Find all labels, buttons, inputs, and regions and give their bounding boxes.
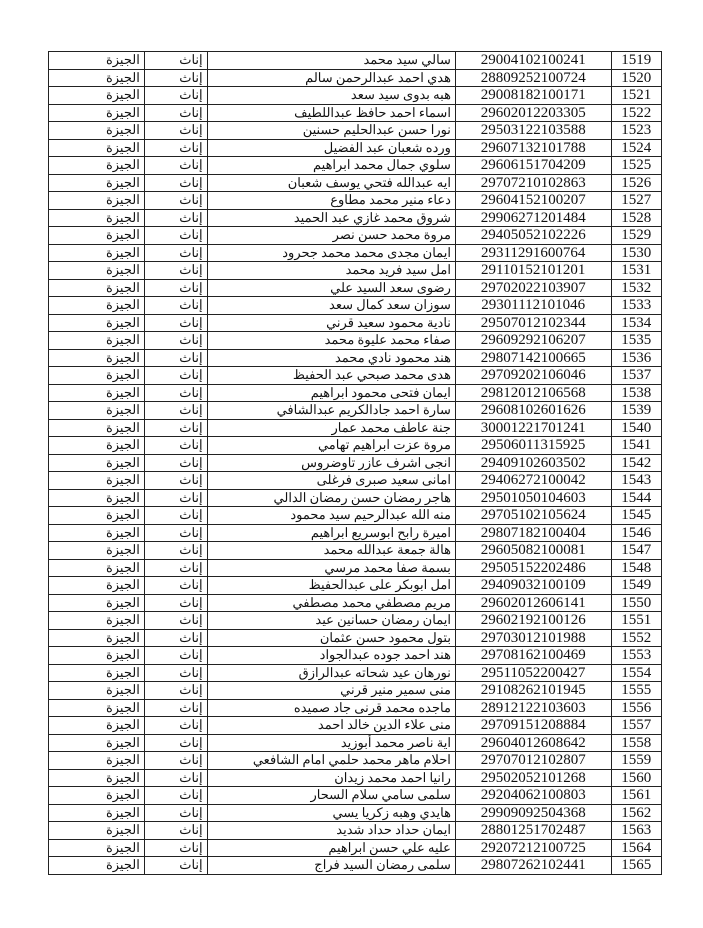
serial-number-cell: 1527: [611, 192, 662, 210]
governorate-cell: الجيزة: [49, 139, 145, 157]
serial-number-cell: 1550: [611, 594, 662, 612]
gender-cell: إناث: [144, 384, 207, 402]
name-cell: هالة جمعة عبدالله محمد: [207, 542, 455, 560]
governorate-cell: الجيزة: [49, 402, 145, 420]
governorate-cell: الجيزة: [49, 87, 145, 105]
serial-number-cell: 1522: [611, 104, 662, 122]
table-row: [49, 542, 662, 560]
serial-number-cell: 1559: [611, 752, 662, 770]
gender-cell: إناث: [144, 577, 207, 595]
national-id-cell: 29909092504368: [455, 804, 611, 822]
gender-cell: إناث: [144, 314, 207, 332]
serial-number-cell: 1553: [611, 647, 662, 665]
national-id-cell: 29703012101988: [455, 629, 611, 647]
table-row: [49, 402, 662, 420]
gender-cell: إناث: [144, 52, 207, 70]
table-row: [49, 209, 662, 227]
gender-cell: إناث: [144, 454, 207, 472]
name-cell: هايدي وهبه زكريا يسي: [207, 804, 455, 822]
roster-body: [49, 52, 662, 875]
name-cell: ورده شعبان عبد الفضيل: [207, 139, 455, 157]
name-cell: رانيا احمد محمد زيدان: [207, 769, 455, 787]
name-cell: ايمان رمضان حسانين عيد: [207, 612, 455, 630]
gender-cell: إناث: [144, 367, 207, 385]
table-row: [49, 804, 662, 822]
governorate-cell: الجيزة: [49, 419, 145, 437]
table-row: [49, 139, 662, 157]
governorate-cell: الجيزة: [49, 52, 145, 70]
serial-number-cell: 1556: [611, 699, 662, 717]
serial-number-cell: 1531: [611, 262, 662, 280]
table-row: [49, 489, 662, 507]
name-cell: مروة عزت ابراهيم تهامي: [207, 437, 455, 455]
governorate-cell: الجيزة: [49, 717, 145, 735]
gender-cell: إناث: [144, 629, 207, 647]
serial-number-cell: 1549: [611, 577, 662, 595]
table-row: [49, 87, 662, 105]
gender-cell: إناث: [144, 472, 207, 490]
name-cell: انجى اشرف عازر تاوضروس: [207, 454, 455, 472]
national-id-cell: 29301112101046: [455, 297, 611, 315]
national-id-cell: 29604152100207: [455, 192, 611, 210]
governorate-cell: الجيزة: [49, 594, 145, 612]
table-row: [49, 454, 662, 472]
table-row: [49, 629, 662, 647]
governorate-cell: الجيزة: [49, 769, 145, 787]
governorate-cell: الجيزة: [49, 174, 145, 192]
name-cell: هبه بدوى سيد سعد: [207, 87, 455, 105]
table-row: [49, 577, 662, 595]
gender-cell: إناث: [144, 804, 207, 822]
serial-number-cell: 1536: [611, 349, 662, 367]
table-row: [49, 349, 662, 367]
governorate-cell: الجيزة: [49, 332, 145, 350]
gender-cell: إناث: [144, 192, 207, 210]
national-id-cell: 28809252100724: [455, 69, 611, 87]
table-row: [49, 174, 662, 192]
name-cell: منى سمير منير قرني: [207, 682, 455, 700]
gender-cell: إناث: [144, 752, 207, 770]
table-row: [49, 507, 662, 525]
national-id-cell: 29807182100404: [455, 524, 611, 542]
name-cell: اية ناصر محمد أبوزيد: [207, 734, 455, 752]
name-cell: هدى محمد صبحي عبد الحفيظ: [207, 367, 455, 385]
serial-number-cell: 1552: [611, 629, 662, 647]
national-id-cell: 29502052101268: [455, 769, 611, 787]
serial-number-cell: 1537: [611, 367, 662, 385]
table-row: [49, 244, 662, 262]
name-cell: منى علاء الدين خالد احمد: [207, 717, 455, 735]
serial-number-cell: 1555: [611, 682, 662, 700]
gender-cell: إناث: [144, 139, 207, 157]
governorate-cell: الجيزة: [49, 734, 145, 752]
table-row: [49, 227, 662, 245]
serial-number-cell: 1561: [611, 787, 662, 805]
national-id-cell: 29604012608642: [455, 734, 611, 752]
national-id-cell: 29608102601626: [455, 402, 611, 420]
table-row: [49, 857, 662, 875]
governorate-cell: الجيزة: [49, 559, 145, 577]
gender-cell: إناث: [144, 717, 207, 735]
national-id-cell: 29405052102226: [455, 227, 611, 245]
name-cell: بسمة صفا محمد مرسي: [207, 559, 455, 577]
table-row: [49, 734, 662, 752]
national-id-cell: 29207212100725: [455, 839, 611, 857]
national-id-cell: 29108262101945: [455, 682, 611, 700]
serial-number-cell: 1543: [611, 472, 662, 490]
governorate-cell: الجيزة: [49, 682, 145, 700]
name-cell: صفاء محمد عليوة محمد: [207, 332, 455, 350]
national-id-cell: 29707012102807: [455, 752, 611, 770]
table-row: [49, 769, 662, 787]
table-row: [49, 524, 662, 542]
serial-number-cell: 1519: [611, 52, 662, 70]
national-id-cell: 29409102603502: [455, 454, 611, 472]
table-row: [49, 332, 662, 350]
table-row: [49, 367, 662, 385]
national-id-cell: 29807262102441: [455, 857, 611, 875]
governorate-cell: الجيزة: [49, 384, 145, 402]
name-cell: عليه علي حسن ابراهيم: [207, 839, 455, 857]
name-cell: احلام ماهر محمد حلمي امام الشافعي: [207, 752, 455, 770]
governorate-cell: الجيزة: [49, 629, 145, 647]
name-cell: نورهان عيد شحاته عبدالرازق: [207, 664, 455, 682]
serial-number-cell: 1538: [611, 384, 662, 402]
name-cell: ايه عبدالله فتحي يوسف شعبان: [207, 174, 455, 192]
name-cell: ايمان فتحى محمود ابراهيم: [207, 384, 455, 402]
table-row: [49, 682, 662, 700]
serial-number-cell: 1545: [611, 507, 662, 525]
table-row: [49, 437, 662, 455]
name-cell: امل سيد فريد محمد: [207, 262, 455, 280]
governorate-cell: الجيزة: [49, 787, 145, 805]
gender-cell: إناث: [144, 279, 207, 297]
national-id-cell: 29501050104603: [455, 489, 611, 507]
serial-number-cell: 1541: [611, 437, 662, 455]
governorate-cell: الجيزة: [49, 209, 145, 227]
serial-number-cell: 1557: [611, 717, 662, 735]
national-id-cell: 28801251702487: [455, 822, 611, 840]
national-id-cell: 29607132101788: [455, 139, 611, 157]
national-id-cell: 29708162100469: [455, 647, 611, 665]
serial-number-cell: 1540: [611, 419, 662, 437]
governorate-cell: الجيزة: [49, 297, 145, 315]
table-row: [49, 419, 662, 437]
table-row: [49, 472, 662, 490]
national-id-cell: 29507012102344: [455, 314, 611, 332]
national-id-cell: 29705102105624: [455, 507, 611, 525]
name-cell: اميرة رابح ابوسريع ابراهيم: [207, 524, 455, 542]
national-id-cell: 29008182100171: [455, 87, 611, 105]
name-cell: ايمان مجدى محمد محمد جحرود: [207, 244, 455, 262]
governorate-cell: الجيزة: [49, 122, 145, 140]
table-row: [49, 612, 662, 630]
serial-number-cell: 1558: [611, 734, 662, 752]
gender-cell: إناث: [144, 69, 207, 87]
governorate-cell: الجيزة: [49, 262, 145, 280]
name-cell: سلوي جمال محمد ابراهيم: [207, 157, 455, 175]
table-row: [49, 314, 662, 332]
gender-cell: إناث: [144, 87, 207, 105]
table-row: [49, 384, 662, 402]
national-id-cell: 29709151208884: [455, 717, 611, 735]
gender-cell: إناث: [144, 332, 207, 350]
serial-number-cell: 1551: [611, 612, 662, 630]
name-cell: نادية محمود سعيد قرني: [207, 314, 455, 332]
national-id-cell: 29311291600764: [455, 244, 611, 262]
serial-number-cell: 1546: [611, 524, 662, 542]
table-row: [49, 699, 662, 717]
name-cell: مروة محمد حسن نصر: [207, 227, 455, 245]
governorate-cell: الجيزة: [49, 349, 145, 367]
gender-cell: إناث: [144, 157, 207, 175]
national-id-cell: 29602012606141: [455, 594, 611, 612]
governorate-cell: الجيزة: [49, 244, 145, 262]
serial-number-cell: 1535: [611, 332, 662, 350]
table-row: [49, 192, 662, 210]
serial-number-cell: 1563: [611, 822, 662, 840]
gender-cell: إناث: [144, 122, 207, 140]
national-id-cell: 29505152202486: [455, 559, 611, 577]
serial-number-cell: 1520: [611, 69, 662, 87]
name-cell: دعاء منير محمد مطاوع: [207, 192, 455, 210]
gender-cell: إناث: [144, 262, 207, 280]
serial-number-cell: 1521: [611, 87, 662, 105]
gender-cell: إناث: [144, 244, 207, 262]
national-id-cell: 30001221701241: [455, 419, 611, 437]
national-id-cell: 29602012203305: [455, 104, 611, 122]
name-cell: شروق محمد غازي عبد الحميد: [207, 209, 455, 227]
gender-cell: إناث: [144, 647, 207, 665]
gender-cell: إناث: [144, 699, 207, 717]
gender-cell: إناث: [144, 769, 207, 787]
governorate-cell: الجيزة: [49, 524, 145, 542]
table-row: [49, 594, 662, 612]
governorate-cell: الجيزة: [49, 577, 145, 595]
national-id-cell: 29606151704209: [455, 157, 611, 175]
name-cell: هدي احمد عبدالرحمن سالم: [207, 69, 455, 87]
table-row: [49, 104, 662, 122]
table-row: [49, 752, 662, 770]
gender-cell: إناث: [144, 682, 207, 700]
name-cell: امل ابوبكر على عبدالحفيظ: [207, 577, 455, 595]
name-cell: نورا حسن عبدالحليم حسنين: [207, 122, 455, 140]
serial-number-cell: 1564: [611, 839, 662, 857]
national-id-cell: 29503122103588: [455, 122, 611, 140]
governorate-cell: الجيزة: [49, 857, 145, 875]
serial-number-cell: 1562: [611, 804, 662, 822]
governorate-cell: الجيزة: [49, 839, 145, 857]
national-id-cell: 29812012106568: [455, 384, 611, 402]
governorate-cell: الجيزة: [49, 752, 145, 770]
gender-cell: إناث: [144, 839, 207, 857]
serial-number-cell: 1554: [611, 664, 662, 682]
name-cell: سلمى رمضان السيد فراج: [207, 857, 455, 875]
name-cell: سلمى سامي سلام السحار: [207, 787, 455, 805]
national-id-cell: 29702022103907: [455, 279, 611, 297]
gender-cell: إناث: [144, 174, 207, 192]
serial-number-cell: 1534: [611, 314, 662, 332]
national-id-cell: 29004102100241: [455, 52, 611, 70]
serial-number-cell: 1529: [611, 227, 662, 245]
table-row: [49, 157, 662, 175]
gender-cell: إناث: [144, 209, 207, 227]
gender-cell: إناث: [144, 734, 207, 752]
governorate-cell: الجيزة: [49, 699, 145, 717]
name-cell: منه الله عبدالرحيم سيد محمود: [207, 507, 455, 525]
table-row: [49, 69, 662, 87]
name-cell: هند احمد جوده عبدالجواد: [207, 647, 455, 665]
national-id-cell: 29709202106046: [455, 367, 611, 385]
name-cell: سالي سيد محمد: [207, 52, 455, 70]
serial-number-cell: 1525: [611, 157, 662, 175]
table-row: [49, 717, 662, 735]
governorate-cell: الجيزة: [49, 314, 145, 332]
table-row: [49, 664, 662, 682]
governorate-cell: الجيزة: [49, 69, 145, 87]
table-row: [49, 822, 662, 840]
gender-cell: إناث: [144, 349, 207, 367]
serial-number-cell: 1533: [611, 297, 662, 315]
table-row: [49, 559, 662, 577]
gender-cell: إناث: [144, 297, 207, 315]
serial-number-cell: 1526: [611, 174, 662, 192]
national-id-cell: 29707210102863: [455, 174, 611, 192]
governorate-cell: الجيزة: [49, 192, 145, 210]
governorate-cell: الجيزة: [49, 664, 145, 682]
name-cell: هاجر رمضان حسن رمضان الدالي: [207, 489, 455, 507]
governorate-cell: الجيزة: [49, 367, 145, 385]
gender-cell: إناث: [144, 822, 207, 840]
serial-number-cell: 1532: [611, 279, 662, 297]
serial-number-cell: 1548: [611, 559, 662, 577]
gender-cell: إناث: [144, 419, 207, 437]
national-id-cell: 29511052200427: [455, 664, 611, 682]
serial-number-cell: 1560: [611, 769, 662, 787]
serial-number-cell: 1542: [611, 454, 662, 472]
name-cell: ماجده محمد قرنى جاد صميده: [207, 699, 455, 717]
table-row: [49, 787, 662, 805]
gender-cell: إناث: [144, 227, 207, 245]
governorate-cell: الجيزة: [49, 612, 145, 630]
governorate-cell: الجيزة: [49, 279, 145, 297]
gender-cell: إناث: [144, 542, 207, 560]
governorate-cell: الجيزة: [49, 647, 145, 665]
national-id-cell: 29807142100665: [455, 349, 611, 367]
gender-cell: إناث: [144, 489, 207, 507]
table-row: [49, 52, 662, 70]
name-cell: جنة عاطف محمد عمار: [207, 419, 455, 437]
gender-cell: إناث: [144, 857, 207, 875]
table-row: [49, 647, 662, 665]
name-cell: رضوى سعد السيد علي: [207, 279, 455, 297]
name-cell: مريم مصطفي محمد مصطفي: [207, 594, 455, 612]
governorate-cell: الجيزة: [49, 507, 145, 525]
national-id-cell: 28912122103603: [455, 699, 611, 717]
table-row: [49, 279, 662, 297]
governorate-cell: الجيزة: [49, 542, 145, 560]
gender-cell: إناث: [144, 664, 207, 682]
serial-number-cell: 1565: [611, 857, 662, 875]
national-id-cell: 29906271201484: [455, 209, 611, 227]
table-row: [49, 297, 662, 315]
serial-number-cell: 1523: [611, 122, 662, 140]
governorate-cell: الجيزة: [49, 227, 145, 245]
name-cell: سوزان سعد كمال سعد: [207, 297, 455, 315]
name-cell: اسماء احمد حافظ عبداللطيف: [207, 104, 455, 122]
national-id-cell: 29406272100042: [455, 472, 611, 490]
roster-table: [48, 51, 662, 875]
table-row: [49, 262, 662, 280]
national-id-cell: 29609292106207: [455, 332, 611, 350]
governorate-cell: الجيزة: [49, 157, 145, 175]
governorate-cell: الجيزة: [49, 489, 145, 507]
gender-cell: إناث: [144, 787, 207, 805]
serial-number-cell: 1528: [611, 209, 662, 227]
serial-number-cell: 1524: [611, 139, 662, 157]
governorate-cell: الجيزة: [49, 822, 145, 840]
governorate-cell: الجيزة: [49, 804, 145, 822]
gender-cell: إناث: [144, 612, 207, 630]
name-cell: بتول محمود حسن عثمان: [207, 629, 455, 647]
national-id-cell: 29110152101201: [455, 262, 611, 280]
national-id-cell: 29605082100081: [455, 542, 611, 560]
gender-cell: إناث: [144, 524, 207, 542]
gender-cell: إناث: [144, 594, 207, 612]
gender-cell: إناث: [144, 559, 207, 577]
gender-cell: إناث: [144, 402, 207, 420]
national-id-cell: 29204062100803: [455, 787, 611, 805]
name-cell: هند محمود نادي محمد: [207, 349, 455, 367]
gender-cell: إناث: [144, 507, 207, 525]
governorate-cell: الجيزة: [49, 454, 145, 472]
serial-number-cell: 1547: [611, 542, 662, 560]
national-id-cell: 29506011315925: [455, 437, 611, 455]
name-cell: ايمان حداد حداد شديد: [207, 822, 455, 840]
serial-number-cell: 1544: [611, 489, 662, 507]
governorate-cell: الجيزة: [49, 437, 145, 455]
serial-number-cell: 1530: [611, 244, 662, 262]
national-id-cell: 29409032100109: [455, 577, 611, 595]
name-cell: امانى سعيد صبرى فرغلى: [207, 472, 455, 490]
gender-cell: إناث: [144, 104, 207, 122]
national-id-cell: 29602192100126: [455, 612, 611, 630]
governorate-cell: الجيزة: [49, 104, 145, 122]
table-row: [49, 839, 662, 857]
table-row: [49, 122, 662, 140]
gender-cell: إناث: [144, 437, 207, 455]
serial-number-cell: 1539: [611, 402, 662, 420]
name-cell: سارة احمد جادالكريم عبدالشافي: [207, 402, 455, 420]
governorate-cell: الجيزة: [49, 472, 145, 490]
